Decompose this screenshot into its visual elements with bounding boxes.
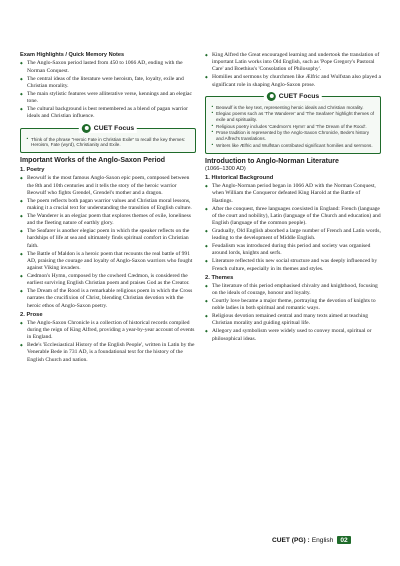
list-item: ◆ The Seafarer is another elegiac poem in which the speaker reflects on the hardships of life at sea and ultimately finds spiritual comfort in Christian faith. (20, 228, 196, 250)
themes-heading: 2. Themes (205, 274, 234, 281)
page-footer (272, 536, 351, 544)
themes-list (205, 283, 381, 343)
list-item: • Beowulf is the key text, representing heroic ideals and Christian morality. (210, 105, 376, 111)
cuet-focus-title-text: CUET Focus (278, 92, 320, 100)
cuet-focus-title (79, 124, 137, 133)
poetry-heading: 1. Poetry (20, 167, 45, 174)
list-item: ◆ Homilies and sermons by churchmen like Ælfric and Wulfstan also played a significant role in shaping Anglo-Saxon prose. (205, 74, 381, 88)
cuet-focus-title-text: CUET Focus (93, 124, 135, 132)
list-item: ◆ Gradually, Old English absorbed a large number of French and Latin words, leading to the development of Middle English. (205, 228, 381, 242)
list-item: • Religious poetry includes 'Cædmon's Hymn' and 'The Dream of the Rood'. (210, 124, 376, 130)
list-item: ◆ Religious devotion remained central and many texts aimed at teaching Christian morality and guiding spiritual life. (205, 313, 381, 327)
historical-background-list (205, 183, 381, 273)
list-item: • Prose tradition is represented by the Anglo-Saxon Chronicle, Bede's history and Alfred's translations. (210, 130, 376, 142)
right-column (205, 52, 381, 344)
anglo-norman-heading: Introduction to Anglo-Norman Literature (205, 157, 339, 165)
list-item: ◆ Beowulf is the most famous Anglo-Saxon epic poem, composed between the 8th and 10th centuries and it tells the story of the heroic warrior Beowulf who fights Grendel, Grendel's mother and a dragon. (20, 175, 196, 197)
list-item: ◆ Courtly love became a major theme, portraying the devotion of knights to noble ladies in both spiritual and romantic ways. (205, 298, 381, 312)
list-item: ◆ The literature of this period emphasised chivalry and knighthood, focusing on the ideals of courage, honour and loyalty. (205, 283, 381, 297)
list-item: ◆ The Wanderer is an elegiac poem that explores themes of exile, loneliness and the fleeting nature of earthly glory. (20, 213, 196, 227)
list-item: ◆ Cædmon's Hymn, composed by the cowherd Cædmon, is considered the earliest surviving English Christian poem and praises God as the Creator. (20, 273, 196, 287)
list-item: ◆ The main stylistic features were alliterative verse, kennings and an elegiac tone. (20, 91, 196, 105)
prose-list (20, 320, 196, 364)
list-item: ◆ King Alfred the Great encouraged learning and undertook the translation of important Latin works into Old English, such as 'Pope Gregory's Pastoral Care' and Boethius's 'Consolation of Philosophy'. (205, 52, 381, 74)
cuet-focus-title (264, 92, 322, 101)
prose-heading: 2. Prose (20, 311, 43, 318)
historical-background-heading: 1. Historical Background (205, 175, 274, 182)
list-item: ◆ The Dream of the Rood is a remarkable religious poem in which the Cross narrates the crucifixion of Christ, blending Christian devotion with the heroic ethos of Anglo-Saxon poetry. (20, 288, 196, 310)
list-item: ◆ The Anglo-Norman period began in 1066 AD with the Norman Conquest, when William the Conqueror defeated King Harold at the Battle of Hastings. (205, 183, 381, 205)
list-item: ◆ The Battle of Maldon is a heroic poem that recounts the real battle of 991 AD, praising the courage and loyalty of Anglo-Saxon warriors who fought against Viking invaders. (20, 251, 196, 273)
anglo-norman-dates: (1066–1300 AD) (205, 166, 246, 173)
important-works-heading: Important Works of the Anglo-Saxon Period (20, 157, 166, 165)
cuet-focus-box-right (205, 92, 381, 154)
cuet-focus-box-left (20, 124, 196, 154)
list-item: ◆ After the conquest, three languages coexisted in England: French (language of the court and nobility), Latin (language of the Church and education) and English (language of the common people). (205, 206, 381, 228)
footer-course: English (311, 536, 334, 544)
left-column (20, 52, 196, 365)
cuet-focus-icon (267, 92, 276, 101)
list-item: ◆ The Anglo-Saxon period lasted from 450 to 1066 AD, ending with the Norman Conquest. (20, 60, 196, 74)
list-item: ◆ Allegory and symbolism were widely used to convey moral, spiritual or philosophical ideas. (205, 328, 381, 342)
list-item: • Elegiac poems such as 'The Wanderer' and 'The Seafarer' highlight themes of exile and spirituality. (210, 111, 376, 123)
list-item: ◆ The poem reflects both pagan warrior values and Christian moral lessons, making it a crucial text for understanding the transition of English culture. (20, 198, 196, 212)
exam-highlights-list (20, 60, 196, 120)
list-item: ◆ Bede's 'Ecclesiastical History of the English People', written in Latin by the Venerable Bede in 731 AD, is a foundational text for the history of the English Church and nation. (20, 342, 196, 364)
cuet-focus-list-right (210, 105, 376, 149)
exam-highlights-heading: Exam Highlights / Quick Memory Notes (20, 52, 125, 58)
list-item: ◆ Feudalism was introduced during this period and society was organised around lords, knights and serfs. (205, 243, 381, 257)
list-item: • Writers like Ælfric and Wulfstan contributed significant homilies and sermons. (210, 143, 376, 149)
list-item: ◆ The cultural background is best remembered as a blend of pagan warrior ideals and Christian influence. (20, 106, 196, 120)
list-item: ◆ Literature reflected this new social structure and was deeply influenced by French culture, especially in its themes and styles. (205, 258, 381, 272)
cuet-focus-list-left (25, 137, 191, 149)
poetry-list (20, 175, 196, 309)
cuet-focus-icon (82, 124, 91, 133)
page-number-badge: 02 (337, 536, 350, 544)
list-item: • Think of the phrase "Heroic Fate in Christian Exile" to recall the key themes: Heroism, Fate (wyrd), Christianity and Exile. (25, 137, 191, 149)
prose-continued-list (205, 52, 381, 89)
footer-exam: CUET (PG) : (272, 536, 310, 544)
list-item: ◆ The central ideas of the literature were heroism, fate, loyalty, exile and Christian morality. (20, 76, 196, 90)
list-item: ◆ The Anglo-Saxon Chronicle is a collection of historical records compiled during the reign of King Alfred, providing a year-by-year account of events in England. (20, 320, 196, 342)
